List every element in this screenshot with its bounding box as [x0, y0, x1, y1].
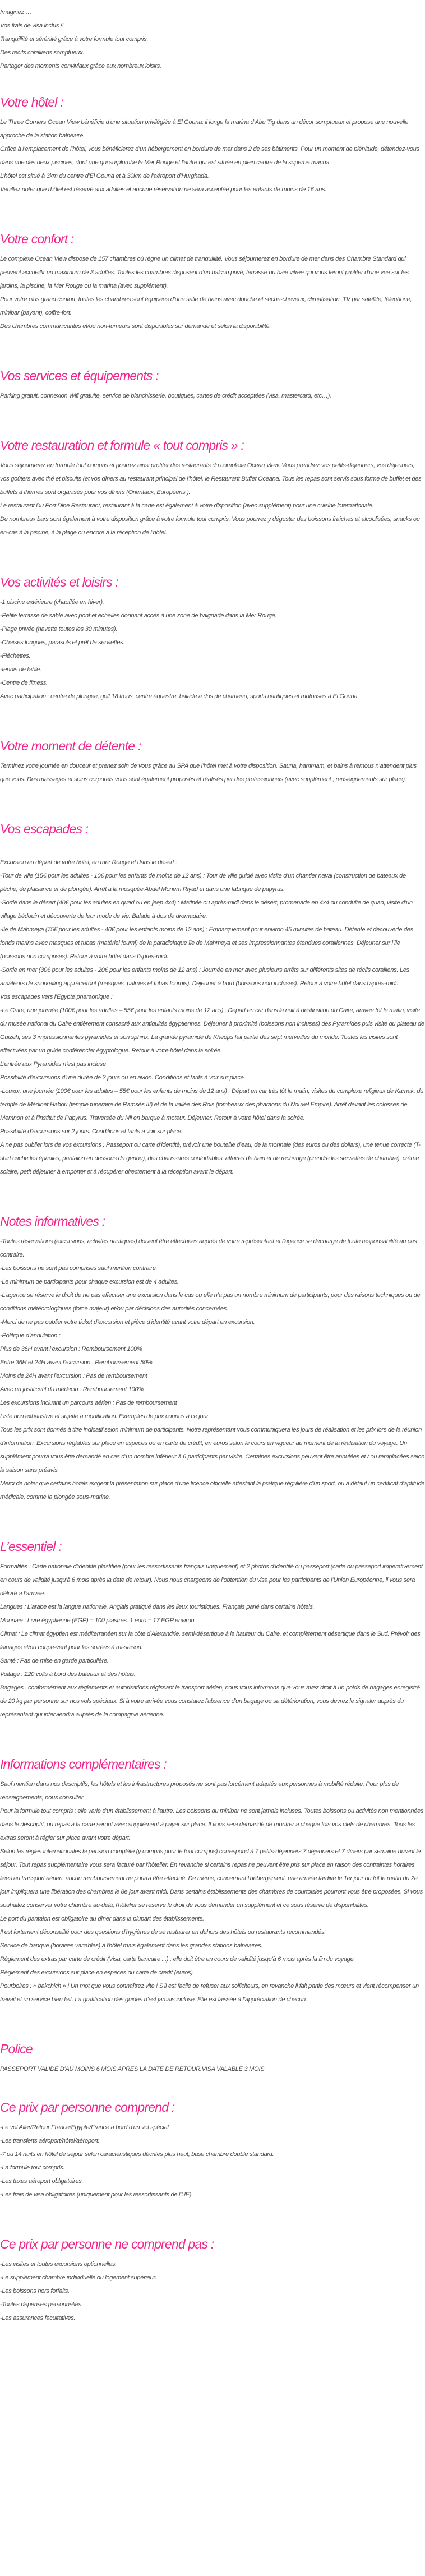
- section-paragraph: -La formule tout compris.: [0, 2164, 64, 2171]
- section-paragraph: Moins de 24H avant l’excursion : Pas de remboursement: [0, 1373, 147, 1379]
- section-paragraph: -Les boissons hors forfaits.: [0, 2288, 70, 2295]
- section-7: [0, 1212, 425, 1504]
- section-5: [0, 737, 425, 786]
- section-9: [0, 1755, 425, 2006]
- section-0: [0, 93, 425, 196]
- intro-line: Des récifs coralliens somptueux.: [0, 49, 84, 56]
- section-paragraph: -1 piscine extérieure (chauffée en hiver).: [0, 599, 104, 606]
- section-paragraph: Santé : Pas de mise en garde particulière.: [0, 1658, 109, 1664]
- section-paragraph: -Sortie dans le désert (40€ pour les adultes en quad ou en jeep 4x4) : Matinée ou après-midi dans le désert, promenade en 4x4 ou conduite de quad, visite d’un village bédouin et découverte de leur mode de vie. Balade à dos de dromadaire.: [0, 899, 413, 920]
- section-12: [0, 2235, 425, 2325]
- section-title: Votre restauration et formule « tout compris » :: [0, 438, 244, 453]
- section-paragraph: -Merci de ne pas oublier votre ticket d’excursion et pièce d’identité avant votre départ en excursion.: [0, 1319, 255, 1326]
- section-paragraph: Climat : Le climat égyptien est méditerranéen sur la côte d'Alexandrie, semi-désertique à la hauteur du Caire, et complètement désertique dans le Sud. Prévoir des lainages et/ou coupe-vent pour les soirées à mi-saison.: [0, 1631, 421, 1651]
- section-paragraph: Grâce à l’emplacement de l’hôtel, vous bénéficierez d’un hébergement en bordure de mer dans 2 de ses bâtiments. Pour un moment de plénitude, détendez-vous dans une des deux piscines, dont une qui surplombe la Mer Rouge et l’autre qui est située en plein centre de la superbe marina.: [0, 146, 419, 166]
- section-paragraph: -Centre de fitness.: [0, 680, 48, 686]
- section-paragraph: -Toutes réservations (excursions, activités nautiques) doivent être effectuées auprès de votre représentant et l’agence se décharge de toute responsabilité au cas contraire.: [0, 1238, 417, 1258]
- section-paragraph: Selon les règles internationales la pension complète (y compris pour le tout compris) correspond à 7 petits-déjeuners 7 déjeuners et 7 dîners par semaine durant le séjour. Tout repas supplémentaire vous sera facturé par l'hôtelier. En revanche si certains repas ne peuvent être pris sur place en raison des contraintes horaires liées au transport aérien, aucun remboursement ne pourra être effectué. De même, concernant l'hébergement, une arrivée tardive le 1er jour ou tôt le matin du 2e jour impliquera une libération des chambres le 8e jour avant midi. Dans certains établissements des chambres de courtoisies pourront vous être proposées. Si vous souhaitez conserver votre chambre au-delà, l'hôtelier se réserve le droit de vous demander un supplément et ce sous réserve de disponibilités.: [0, 1848, 423, 1909]
- section-paragraph: Excursion au départ de votre hôtel, en mer Rouge et dans le désert :: [0, 859, 177, 866]
- section-paragraph: Le complexe Ocean View dispose de 157 chambres où règne un climat de tranquillité. Vous séjournerez en bordure de mer dans des Chambre Standard qui peuvent accueillir un maximum de 3 adultes. Toutes les chambres disposent d’un balcon privé, terrasse ou baie vitrée qui vous feront profiter d’une vue sur les jardins, la piscine, la Mer Rouge ou la marina (avec supplément).: [0, 256, 409, 289]
- section-paragraph: Tous les prix sont donnés à titre indicatif selon minimum de participants. Notre représentant vous communiquera les jours de réalisation et les prix lors de la réunion d’information. Excursions réglables sur place en espèces ou en carte de crédit, en euros selon le cours en vigueur au moment de la réalisation du voyage. Un supplément pourra vous être demandé en cas d’un nombre inférieur à 6 participants par visite. Certaines excursions peuvent être annulées et / ou remplacées selon la saison sans préavis.: [0, 1427, 425, 1474]
- section-title: Ce prix par personne comprend :: [0, 2100, 175, 2115]
- section-paragraph: A ne pas oublier lors de vos excursions : Passeport ou carte d’identité, prévoir une bouteille d’eau, de la monnaie (des euros ou des dollars), une tenue correcte (T-shirt cache les épaules, pantalon en dessous du genou), des chaussures confortables, affaires de bain et de rechange (prendre les serviettes de chambre), crème solaire, petit déjeuner à emporter et à récupérer directement à la réception avant le départ.: [0, 1142, 421, 1175]
- section-paragraph: Vous séjournerez en formule tout compris et pourrez ainsi profiter des restaurants du complexe Ocean View. Vous prendrez vos petits-déjeuners, vos déjeuners, vos goûters avec thé et biscuits (et vos dîners au restaurant principal de l’hôtel, le Restaurant Buffet Oceana. Tous les repas sont servis sous forme de buffet et des buffets à thèmes sont organisés pour vos dîners (Orientaux, Européens,).: [0, 462, 422, 496]
- section-paragraph: -Louxor, une journée (100€ pour les adultes – 55€ pour les enfants de moins de 12 ans) : Départ en car très tôt le matin, visites du complexe religieux de Karnak, du temple de Médinet Habou (temple funéraire de Ramsès III) et de la vallée des Rois (tombeaux des pharaons du Nouvel Empire). Arrêt devant les colosses de Memnon et à l’institut de Papyrus. Traversée du Nil en barque à moteur. Déjeuner. Retour à votre hôtel dans la soirée.: [0, 1088, 424, 1121]
- section-title: Police: [0, 2042, 33, 2056]
- section-paragraph: -Chaises longues, parasols et prêt de serviettes.: [0, 639, 125, 646]
- section-paragraph: Avec un justificatif du médecin : Remboursement 100%: [0, 1386, 144, 1393]
- section-paragraph: -Le minimum de participants pour chaque excursion est de 4 adultes.: [0, 1278, 179, 1285]
- section-paragraph: -Sortie en mer (30€ pour les adultes - 20€ pour les enfants moins de 12 ans) : Journée en mer avec plusieurs arrêts sur différents sites de récifs coralliens. Les amateurs de snorkelling apprécieront (masques, palmes et tubas fournis). Déjeuner à bord (boissons non incluses). Retour à votre hôtel dans l’après-midi.: [0, 967, 409, 987]
- section-paragraph: Entre 36H et 24H avant l’excursion : Remboursement 50%: [0, 1359, 153, 1366]
- intro-line: Imaginez …: [0, 9, 32, 16]
- intro-block: [0, 6, 425, 73]
- section-paragraph: Pourboires : « bakchich » ! Un mot que vous connaîtrez vite ! S’il est facile de refuser aux solliciteurs, en revanche il fait partie des mœurs et vient récompenser un travail et un service bien fait. La gratification des guides n’est jamais incluse. Elle est laissée à l’appréciation de chacun.: [0, 1983, 419, 2003]
- section-title: Notes informatives :: [0, 1214, 105, 1229]
- section-paragraph: Vos escapades vers l’Egypte pharaonique :: [0, 994, 113, 1000]
- intro-line: Partager des moments conviviaux grâce aux nombreux loisirs.: [0, 63, 161, 70]
- section-paragraph: -Toutes dépenses personnelles.: [0, 2301, 83, 2308]
- section-paragraph: Liste non exhaustive et sujette à modification. Exemples de prix connus à ce jour.: [0, 1413, 210, 1420]
- section-paragraph: -Les assurances facultatives.: [0, 2315, 76, 2321]
- section-paragraph: Terminez votre journée en douceur et prenez soin de vous grâce au SPA que l’hôtel met à votre disposition. Sauna, hammam, et bains à remous n’attendent plus que vous. Des massages et soins corporels vous sont également proposés et réalisés par des professionnels (avec supplément ; renseignements sur place).: [0, 763, 417, 783]
- section-paragraph: Monnaie : Livre égyptienne (EGP) = 100 piastres. 1 euro = 17 EGP environ.: [0, 1617, 196, 1624]
- section-paragraph: -Le Caire, une journée (100€ pour les adultes – 55€ pour les enfants moins de 12 ans) : Départ en car dans la nuit à destination du Caire, arrivée tôt le matin, visite du musée national du Caire entièrement consacré aux antiquités égyptiennes. Déjeuner à proximité (boissons non incluses) des Pyramides puis visite du plateau de Guizeh, ses 3 impressionnantes pyramides et son sphinx. La grande pyramide de Kheops fait partie des sept merveilles du monde. Toutes les visites sont effectuées par un guide conférencier égyptologue. Retour à votre hôtel dans la soirée.: [0, 1007, 424, 1054]
- section-paragraph: -7 ou 14 nuits en hôtel de séjour selon caractéristiques décrites plus haut, base chambre double standard.: [0, 2151, 274, 2158]
- section-paragraph: Voltage : 220 volts à bord des bateaux et des hôtels.: [0, 1671, 136, 1678]
- section-paragraph: Formalités : Carte nationale d’identité plastifiée (pour les ressortissants français uniquement) et 2 photos d’identité ou passeport (carte ou passeport impérativement en cours de validité jusqu’à 6 mois après la date de retour). Nous nous chargeons de l’obtention du visa pour les participants de l’Union Européenne, il vous sera délivré à l’arrivée.: [0, 1563, 423, 1597]
- section-paragraph: L’entrée aux Pyramides n’est pas incluse: [0, 1061, 106, 1068]
- section-paragraph: Pour la formule tout compris : elle varie d'un établissement à l'autre. Les boissons du minibar ne sont jamais incluses. Toutes boissons ou activités non mentionnées dans le descriptif, ou repas à la carte seront avec supplément à payer sur place. Il vous sera demandé de montrer à chaque fois vos clefs de chambres. Tous les extras seront à régler sur place avant votre départ.: [0, 1808, 424, 1841]
- section-10: [0, 2040, 425, 2076]
- section-paragraph: -Ile de Mahmeya (75€ pour les adultes - 40€ pour les enfants moins de 12 ans) : Embarquement pour environ 45 minutes de bateau. Détente et découverte des fonds marins avec masques et tubas (matériel fourni) de la paradisiaque île de Mahmeya et ses impressionnantes étendues coralliennes. Déjeuner sur l’île (boissons non comprises). Retour à votre hôtel dans l’après-midi.: [0, 926, 413, 960]
- section-paragraph: -Les taxes aéroport obligatoires.: [0, 2178, 84, 2185]
- section-paragraph: L’hôtel est situé à 3km du centre d’El Gouna et à 30km de l’aéroport d’Hurghada.: [0, 173, 209, 179]
- section-8: [0, 1538, 425, 1721]
- section-paragraph: Pour votre plus grand confort, toutes les chambres sont équipées d’une salle de bains avec douche et sèche-cheveux, climatisation, TV par satellite, téléphone, minibar (payant), coffre-fort.: [0, 296, 412, 316]
- section-paragraph: -Politique d’annulation :: [0, 1332, 61, 1339]
- section-title: Ce prix par personne ne comprend pas :: [0, 2237, 214, 2251]
- section-paragraph: Merci de noter que certains hôtels exigent la présentation sur place d'une licence officielle attestant la pratique régulière d'un sport, ou à défaut un certificat d'aptitude médicale, comme la plongée sous-marine.: [0, 1480, 425, 1501]
- section-paragraph: Le Three Corners Ocean View bénéficie d’une situation privilégiée à El Gouna; il longe la marina d’Abu Tig dans un décor somptueux et propose une nouvelle approche de la station balnéaire.: [0, 119, 409, 139]
- section-paragraph: Avec participation : centre de plongée, golf 18 trous, centre équestre, balade à dos de chameau, sports nautiques et motorisés à El Gouna.: [0, 693, 359, 700]
- section-paragraph: -Plage privée (navette toutes les 30 minutes).: [0, 626, 118, 633]
- section-paragraph: -Tour de ville (15€ pour les adultes - 10€ pour les enfants de moins de 12 ans) : Tour de ville guidé avec visite d’un chantier naval (construction de bateaux de pêche, de plaisance et de plongée). Arrêt à la mosquée Abdel Monem Riyad et dans une fabrique de papyrus.: [0, 872, 406, 893]
- section-paragraph: Sauf mention dans nos descriptifs, les hôtels et les infrastructures proposés ne sont pas forcément adaptés aux personnes à mobilité réduite. Pour plus de renseignements, nous consulter: [0, 1781, 399, 1801]
- section-paragraph: Il est fortement déconseillé pour des questions d'hygiènes de se restaurer en dehors des hôtels ou restaurants recommandés.: [0, 1929, 326, 1936]
- section-title: Votre hôtel :: [0, 95, 63, 109]
- section-title: Vos services et équipements :: [0, 368, 159, 383]
- section-11: [0, 2098, 425, 2201]
- section-paragraph: -Petite terrasse de sable avec pont et échelles donnant accès à une zone de baignade dans la Mer Rouge.: [0, 612, 277, 619]
- section-paragraph: -Le vol Aller/Retour France/Egypte/France à bord d'un vol spécial.: [0, 2124, 170, 2131]
- section-title: Vos escapades :: [0, 821, 89, 836]
- section-paragraph: -Le supplément chambre individuelle ou logement supérieur.: [0, 2274, 157, 2281]
- section-paragraph: -Les boissons ne sont pas comprises sauf mention contraire.: [0, 1265, 158, 1272]
- section-paragraph: Bagages : conformément aux règlements et autorisations régissant le transport aérien, nous vous informons que vous avez droit à un poids de bagages enregistré de 20 kg par personne sur nos vols spéciaux. Si à votre arrivée vous constatez l'absence d'un bagage ou sa détérioration, vous devrez le signaler auprès du représentant qui interviendra auprès de la compagnie aérienne.: [0, 1684, 420, 1718]
- section-paragraph: Les excursions incluant un parcours aérien : Pas de remboursement: [0, 1400, 177, 1406]
- section-title: Vos activités et loisirs :: [0, 575, 118, 589]
- section-title: Votre confort :: [0, 232, 74, 246]
- intro-line: Vos frais de visa inclus !!: [0, 22, 64, 29]
- section-2: [0, 367, 425, 403]
- section-paragraph: Règlement des extras par carte de crédit (Visa, carte bancaire ...) : elle doit être en cours de validité jusqu'à 6 mois après la fin du voyage.: [0, 1956, 355, 1963]
- section-6: [0, 820, 425, 1179]
- spacer: [0, 842, 425, 856]
- section-paragraph: Service de banque (horaires variables) à l'hôtel mais également dans les grandes stations balnéaires.: [0, 1942, 263, 1949]
- sections-container: [0, 93, 425, 2325]
- section-3: [0, 436, 425, 539]
- section-title: L’essentiel :: [0, 1539, 62, 1554]
- section-paragraph: Le port du pantalon est obligatoire au dîner dans la plupart des établissements.: [0, 1915, 204, 1922]
- section-paragraph: -Fléchettes.: [0, 653, 31, 659]
- section-paragraph: Possibilité d’excursions d’une durée de 2 jours ou en avion. Conditions et tarifs à voir sur place.: [0, 1074, 246, 1081]
- section-paragraph: -Les visites et toutes excursions optionnelles.: [0, 2261, 117, 2268]
- section-paragraph: -Les frais de visa obligatoires (uniquement pour les ressortissants de l'UE).: [0, 2191, 193, 2198]
- section-4: [0, 573, 425, 703]
- section-title: Informations complémentaires :: [0, 1757, 167, 1771]
- section-paragraph: Des chambres communicantes et/ou non-fumeurs sont disponibles sur demande et selon la disponibilité.: [0, 323, 271, 330]
- section-paragraph: Veuillez noter que l'hôtel est réservé aux adultes et aucune réservation ne sera acceptée pour les enfants de moins de 16 ans.: [0, 186, 327, 193]
- intro-line: Tranquillité et sérénité grâce à votre formule tout compris.: [0, 36, 149, 43]
- section-paragraph: Plus de 36H avant l’excursion : Remboursement 100%: [0, 1346, 142, 1352]
- section-title: Votre moment de détente :: [0, 738, 141, 753]
- section-paragraph: Langues : L’arabe est la langue nationale. Anglais pratiqué dans les lieux touristiques. Français parlé dans certains hôtels.: [0, 1604, 315, 1610]
- section-1: [0, 230, 425, 333]
- section-paragraph: Règlement des excursions sur place en espèces ou carte de crédit (euros).: [0, 1969, 195, 1976]
- section-paragraph: Parking gratuit, connexion Wifi gratuite, service de blanchisserie, boutiques, cartes de crédit acceptées (visa, mastercard, etc…).: [0, 393, 331, 399]
- section-paragraph: Le restaurant Du Port Dine Restaurant, restaurant à la carte est également à votre disposition (avec supplément) pour une cuisine internationale.: [0, 502, 374, 509]
- section-paragraph: De nombreux bars sont également à votre disposition grâce à votre formule tout compris. Vous pourrez y déguster des boissons fraîches et alcoolisées, snacks ou en-cas à la piscine, à la plage ou encore à la réception de l’hôtel.: [0, 516, 420, 536]
- section-paragraph: -tennis de table.: [0, 666, 41, 673]
- section-paragraph: -Les transferts aéroport/hôtel/aéroport.: [0, 2138, 100, 2144]
- section-paragraph: PASSEPORT VALIDE D'AU MOINS 6 MOIS APRES LA DATE DE RETOUR.VISA VALABLE 3 MOIS: [0, 2066, 265, 2072]
- section-paragraph: Possibilité d’excursions sur 2 jours. Conditions et tarifs à voir sur place.: [0, 1128, 183, 1135]
- section-paragraph: -L’agence se réserve le droit de ne pas effectuer une excursion dans le cas ou elle n’a pas un nombre minimum de participants, pour des raisons techniques ou de conditions météorologiques (force majeur) et/ou par décisions des autorités concernées.: [0, 1292, 421, 1312]
